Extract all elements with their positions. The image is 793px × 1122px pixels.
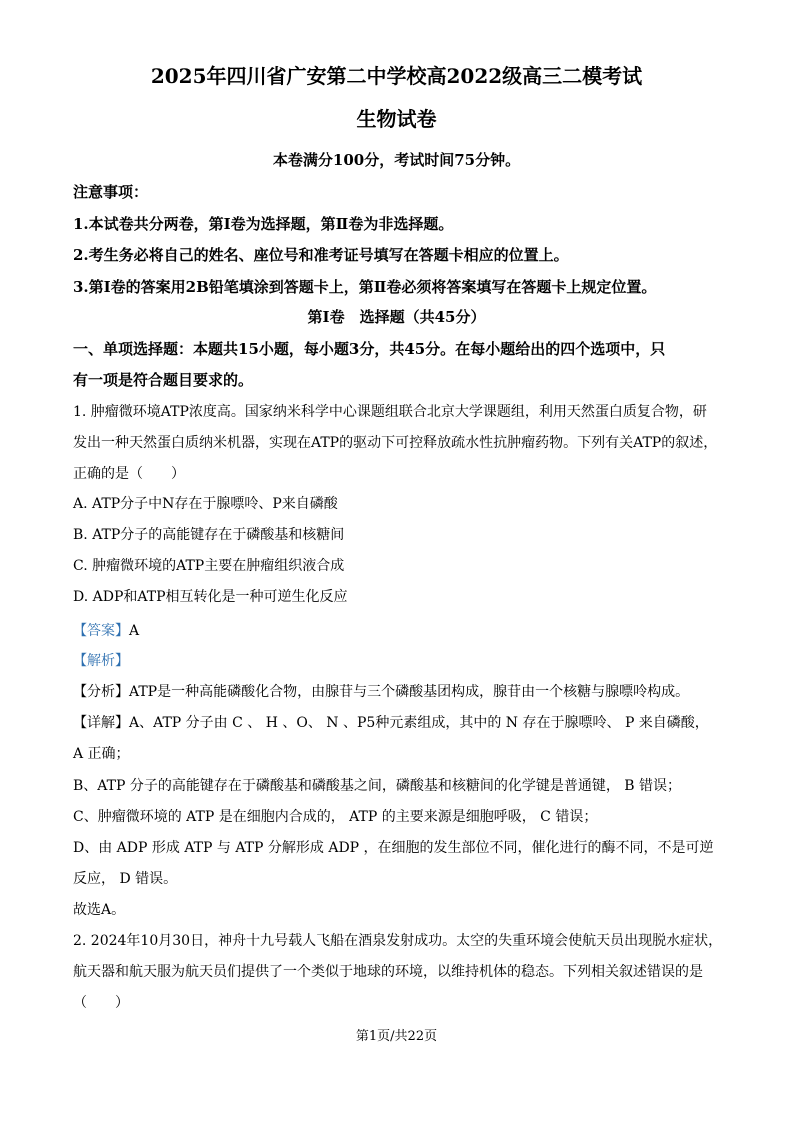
q1-detail-line: B、ATP 分子的高能键存在于磷酸基和磷酸基之间，磷酸基和核糖间的化学键是普通键， B 错误； (73, 778, 682, 794)
q2-stem: （ ） (73, 995, 129, 1011)
fenxi-label: 【分析】 (73, 684, 129, 700)
q1-option-c: C. 肿瘤微环境的ATP主要在肿瘤组织液合成 (73, 558, 345, 574)
answer-label: 【答案】 (73, 623, 129, 639)
q1-option-a: A. ATP分子中N存在于腺嘌呤、P来自磷酸 (73, 496, 338, 512)
q1-detail (73, 712, 709, 732)
exam-subject: 生物试卷 (356, 107, 437, 131)
note-item: 3.第Ⅰ卷的答案用2B铅笔填涂到答题卡上，第Ⅱ卷必须将答案填写在答题卡上规定位置。 (73, 278, 657, 296)
page-number: 第1页/共22页 (355, 1029, 438, 1044)
note-item: 2.考生务必将自己的姓名、座位号和准考证号填写在答题卡相应的位置上。 (73, 246, 569, 264)
q1-detail-line: A 正确； (73, 746, 130, 762)
q2-stem: 航天器和航天服为航天员们提供了一个类似于地球的环境，以维持机体的稳态。下列相关叙述错误的是 (73, 964, 703, 980)
q1-option-d: D. ADP和ATP相互转化是一种可逆生化反应 (73, 589, 348, 605)
section-title: 第Ⅰ卷 选择题（共45分） (307, 308, 486, 326)
q1-stem: 1. 肿瘤微环境ATP浓度高。国家纳米科学中心课题组联合北京大学课题组，利用天然蛋白质复合物，研 (73, 404, 707, 420)
exam-title: 2025年四川省广安第二中学校高2022级高三二模考试 (150, 64, 643, 88)
detail-label: 【详解】 (73, 715, 129, 731)
q1-detail-line: C、肿瘤微环境的 ATP 是在细胞内合成的， ATP 的主要来源是细胞呼吸， C 错误； (73, 809, 598, 825)
q1-conclusion: 故选A。 (73, 902, 126, 918)
q2-stem: 2. 2024年10月30日，神舟十九号载人飞船在酒泉发射成功。太空的失重环境会使航天员出现脱水症状， (73, 933, 723, 949)
q1-option-b: B. ATP分子的高能键存在于磷酸基和核糖间 (73, 527, 345, 543)
q1-stem: 发出一种天然蛋白质纳米机器，实现在ATP的驱动下可控释放疏水性抗肿瘤药物。下列有关ATP的叙述， (73, 435, 718, 451)
detail-text: A、ATP 分子由 C 、 H 、O、 N 、P5种元素组成，其中的 N 存在于腺嘌呤、 P 来自磷酸， (129, 715, 709, 731)
exam-meta: 本卷满分100分，考试时间75分钟。 (272, 151, 521, 169)
analysis-label: 【解析】 (73, 653, 129, 669)
fenxi-text: ATP是一种高能磷酸化合物，由腺苷与三个磷酸基团构成，腺苷由一个核糖与腺嘌呤构成。 (129, 684, 690, 700)
notes-heading: 注意事项： (73, 183, 149, 201)
section-instruction: 一、单项选择题：本题共15小题，每小题3分，共45分。在每小题给出的四个选项中，只 (73, 340, 666, 358)
note-item: 1.本试卷共分两卷，第Ⅰ卷为选择题，第Ⅱ卷为非选择题。 (73, 215, 454, 233)
q1-detail-line: 反应， D 错误。 (73, 871, 178, 887)
answer-value: A (129, 623, 140, 639)
q1-stem: 正确的是（ ） (73, 466, 185, 482)
q1-fenxi (73, 681, 689, 701)
section-instruction: 有一项是符合题目要求的。 (73, 371, 254, 389)
q1-detail-line: D、由 ADP 形成 ATP 与 ATP 分解形成 ADP ，在细胞的发生部位不同，催化进行的酶不同，不是可逆 (73, 840, 714, 856)
q1-answer (73, 620, 139, 640)
